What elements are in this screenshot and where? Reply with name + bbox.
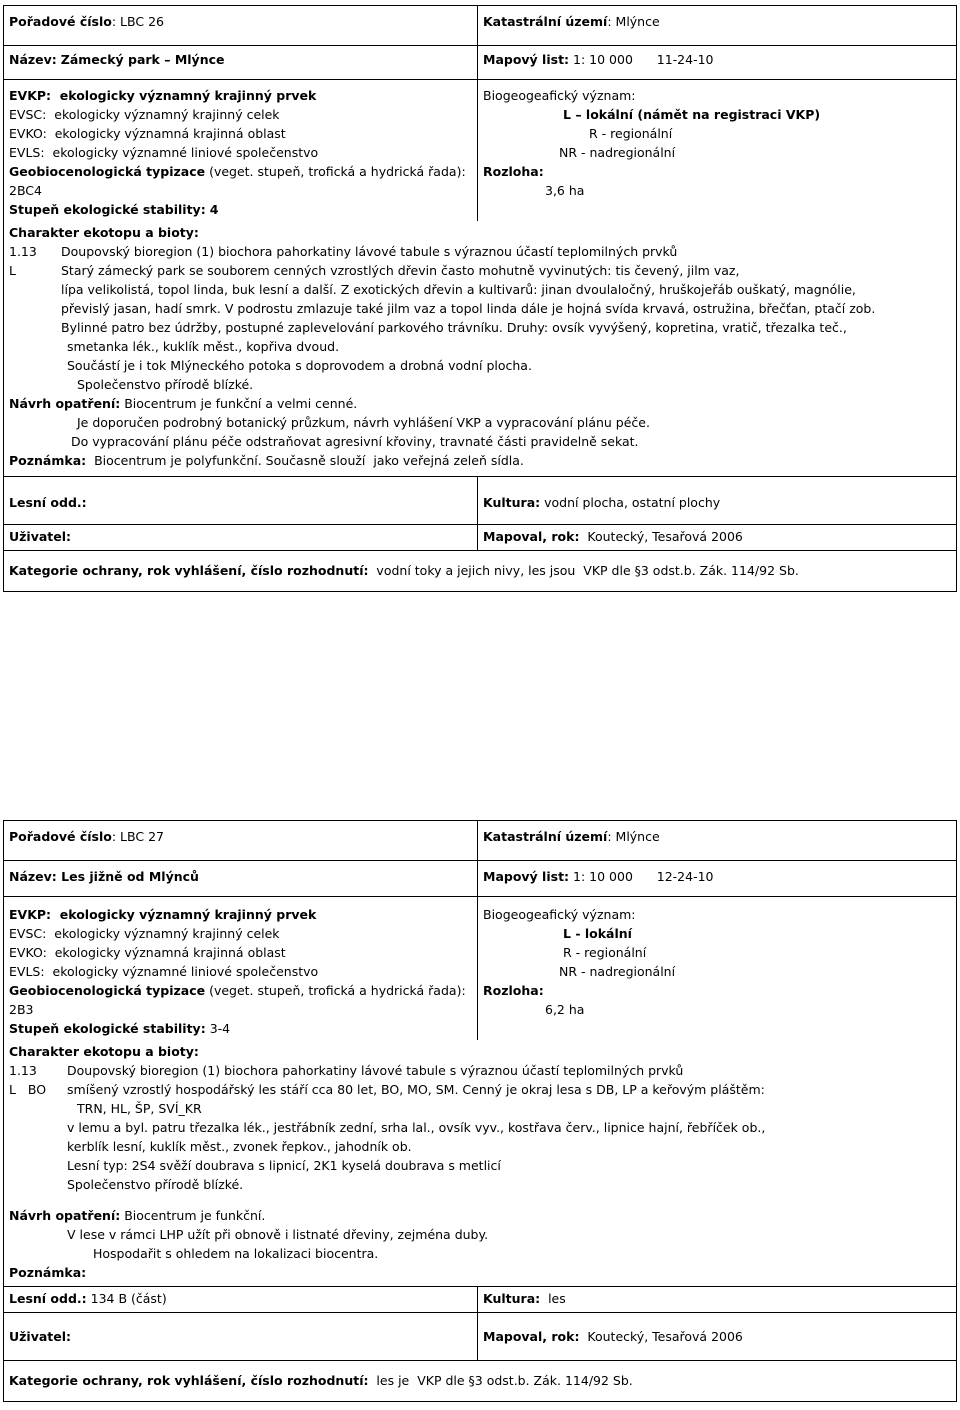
poradove-label: Pořadové číslo [9, 14, 112, 29]
nazev-label: Název: [9, 52, 57, 67]
stab-line: Stupeň ekologické stability: 4 [9, 202, 219, 217]
kategorie-row: Kategorie ochrany, rok vyhlášení, číslo rozhodnutí: les je VKP dle §3 odst.b. Zák. 114/92 Sb. [9, 1373, 633, 1388]
rozloha-value: 3,6 ha [545, 183, 585, 198]
header-row [4, 6, 956, 46]
geo-line: Geobiocenologická typizace (veget. stupeň, trofická a hydrická řada): [9, 164, 466, 179]
bio-line: R - regionální [589, 126, 673, 141]
nazev-value: Zámecký park – Mlýnce [60, 52, 225, 67]
uzivatel-row: Uživatel: Mapoval, rok: Koutecký, Tesařová 2006 [4, 1313, 956, 1361]
charakter-section: Charakter ekotopu a bioty: 1.13 Doupovský bioregion (1) biochora pahorkatiny lávové tabule s výraznou účastí teplomilných prvků L Starý zámecký park se souborem cenných vzrostlých dřevin často mohutně vyvinutých: tis čevený, jilm vaz, lípa velikolistá, topol linda, buk lesní a další. Z exotických dřevin a kultivarů: jinan dvoulaločný, hruškojeřáb ouškatý, magnólie, převislý jasan, hadí smrk. V podrostu zmlazuje také jilm vaz a topol linda dále je hojná svída krvavá, ostružina, břečťan, ptačí zob. Bylinné patro bez údržby, postupné zaplevelování parkového trávníku. Druhy: ovsík vyvýšený, kopretina, vratič, třezalka teč., smetanka lék., kuklík měst., kopřiva dvoud. Součástí je i tok Mlýneckého potoka s doprovodem a drobná vodní plocha. Společenstvo přírodě blízké. Návrh opatření: Biocentrum je funkční a velmi cenné. Je doporučen podrobný botanický průzkum, návrh vyhlášení VKP a vypracování plánu péče. Do vypracování plánu péče odstraňovat agresivní křoviny, travnaté části pravidelně sekat. Poznámka: Biocentrum je polyfunkční. Současně slouží jako veřejná zeleň sídla. [4, 221, 956, 476]
charakter-label: Charakter ekotopu a bioty: [9, 225, 199, 240]
evls-line: EVLS: ekologicky významné liniové společenstvo [9, 145, 319, 160]
nazev-row [4, 46, 956, 80]
poradove-value: : LBC 26 [111, 14, 164, 29]
katastralni-label: Katastrální území [483, 14, 608, 29]
evsc-line: EVSC: ekologicky významný krajinný celek [9, 107, 280, 122]
geo-value: 2BC4 [9, 183, 42, 198]
record-lbc27 [3, 820, 957, 1402]
header-row: Pořadové číslo: LBC 27 Katastrální území: Mlýnce [4, 821, 956, 861]
record-lbc26 [3, 5, 957, 592]
nazev-row: Název: Les jižně od Mlýnců Mapový list: 1: 10 000 12-24-10 [4, 861, 956, 897]
main-row: EVKP: ekologicky významný krajinný prvek EVSC: ekologicky významný krajinný celek EVKO: ekologicky významná krajinná oblast EVLS: ekologicky významné liniové společenstvo Geobiocenologická typizace (veget. stupeň, trofická a hydrická řada): 2B3 Stupeň ekologické stability: 3-4 Biogeogeafický význam: L - lokální R - regionální NR - nadregionální Rozloha: 6,2 ha Charakter ekotopu a bioty: 1.13 Doupovský bioregion (1) biochora pahorkatiny lávové tabule s výraznou účastí teplomilných prvků L BO smíšený vzrostlý hospodářský les stáří cca 80 let, BO, MO, SM. Cenný je okraj lesa s DB, LP a keřovým pláštěm: TRN, HL, ŠP, SVÍ_KR v lemu a byl. patru třezalka lék., jestřábník zední, srha lal., ovsík vyv., kostřava červ., lipnice hajní, řebříček ob., kerblík lesní, kuklík měst., zvonek řepkov., jahodník ob. Lesní typ: 2S4 svěží doubrava s lipnicí, 2K1 kyselá doubrava s metlicí Společenstvo přírodě blízké. Návrh opatření: Biocentrum je funkční. V lese v rámci LHP užít při obnově i listnaté dřeviny, zejména duby. Hospodařit s ohledem na lokalizaci biocentra. Poznámka: [4, 897, 956, 1287]
mapovy-value: 1: 10 000 11-24-10 [573, 52, 714, 67]
navrh-line: Návrh opatření: Biocentrum je funkční a velmi cenné. [9, 396, 358, 411]
kategorie-row: Kategorie ochrany, rok vyhlášení, číslo rozhodnutí: vodní toky a jejich nivy, les jsou VKP dle §3 odst.b. Zák. 114/92 Sb. [9, 563, 799, 578]
poznamka-line: Poznámka: Biocentrum je polyfunkční. Současně slouží jako veřejná zeleň sídla. [9, 453, 524, 468]
bio-line: L – lokální (námět na registraci VKP) [563, 107, 821, 122]
uzivatel-row: Uživatel: Mapoval, rok: Koutecký, Tesařová 2006 [4, 525, 956, 551]
bio-line: NR - nadregionální [559, 145, 676, 160]
mapovy-label: Mapový list: [483, 52, 570, 67]
evkp-line: EVKP: ekologicky významný krajinný prvek [9, 88, 317, 103]
rozloha-label: Rozloha: [483, 164, 544, 179]
katastralni-value: : Mlýnce [607, 14, 660, 29]
lesni-row: Lesní odd.: 134 B (část) Kultura: les [4, 1287, 956, 1313]
evko-line: EVKO: ekologicky významná krajinná oblast [9, 126, 286, 141]
bio-label: Biogeogeafický význam: [483, 88, 636, 103]
main-row [4, 80, 956, 477]
lesni-row: Lesní odd.: Kultura: vodní plocha, ostatní plochy [4, 477, 956, 525]
